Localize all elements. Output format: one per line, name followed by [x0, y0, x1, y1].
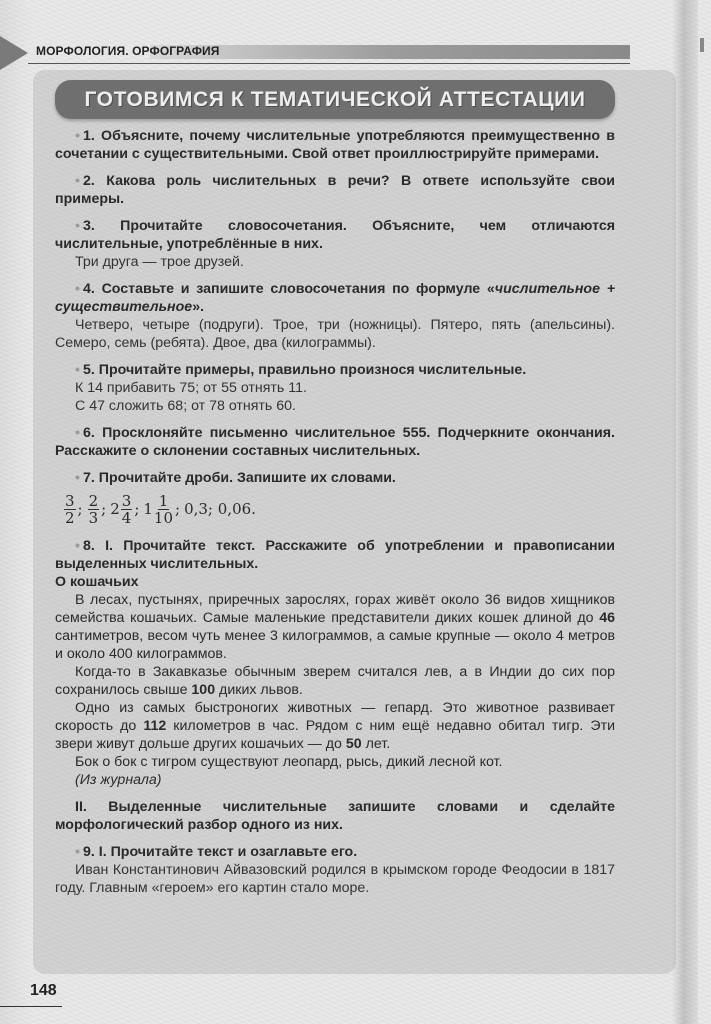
- page-number-rule: [0, 1006, 62, 1007]
- decimals: 0,3; 0,06.: [184, 500, 256, 518]
- fractions-list: $\frac{3}{2}$ ; $\frac{2}{3}$ ; 2 $\frac{3}{4}$ ; 1 $\frac{1}{10}$ ; 0,3; 0,06.: [65, 491, 256, 527]
- bullet-icon: •: [75, 844, 80, 860]
- fraction: $\frac{1}{10}$: [153, 491, 174, 527]
- story-paragraph: Когда-то в Закавказье обычным зверем считался лев, а в Индии до сих пор сохранилось свыше 100 диких львов.: [55, 664, 615, 698]
- task-number: 5.: [82, 362, 95, 378]
- title-banner: [55, 80, 615, 119]
- running-header: [0, 36, 640, 70]
- task-text: Объясните, почему числительные употребляются преимущественно в сочетании с существительными. Свой ответ проиллюстрируйте примерами.: [55, 128, 615, 162]
- bullet-icon: •: [75, 425, 80, 441]
- bullet-icon: •: [75, 173, 80, 189]
- task-number: 3.: [82, 218, 95, 234]
- fraction: $\frac{3}{4}$: [121, 491, 132, 527]
- header-arrow-icon: [0, 36, 28, 70]
- story-title: О кошачьих: [55, 574, 139, 590]
- bullet-icon: •: [75, 470, 80, 486]
- task-6: [55, 424, 615, 460]
- bullet-icon: •: [75, 362, 80, 378]
- task-8: [55, 537, 615, 834]
- task-text: Прочитайте примеры, правильно произнося числительные.: [98, 362, 527, 378]
- margin-mark: [700, 38, 704, 52]
- page-title: ГОТОВИМСЯ К ТЕМАТИЧЕСКОЙ АТТЕСТАЦИИ: [84, 87, 586, 111]
- example-line: С 47 сложить 68; от 78 отнять 60.: [75, 398, 296, 414]
- task-number: 6.: [82, 425, 95, 441]
- task-number: 7.: [82, 470, 95, 486]
- task-paragraph: Иван Константинович Айвазовский родился в крымском городе Феодосии в 1817 году. Главным «героем» его картин стало море.: [55, 862, 615, 896]
- story-source: (Из журнала): [75, 772, 162, 788]
- task-9: [55, 843, 615, 897]
- task-number: 8.: [82, 538, 95, 554]
- task-number: 9.: [82, 844, 95, 860]
- task-list: [55, 127, 615, 906]
- story-text: [55, 573, 615, 789]
- task-1: [55, 127, 615, 163]
- task-text: Прочитайте дроби. Запишите их словами.: [98, 470, 396, 486]
- task-number: 4.: [82, 281, 95, 297]
- page-number: 148: [30, 982, 57, 999]
- task-text-end: ».: [192, 299, 205, 315]
- formula-text: числительное + существительное: [55, 281, 616, 315]
- page-edge-shadow: [0, 0, 30, 1024]
- fraction: $\frac{2}{3}$: [88, 491, 99, 527]
- task-text: Составьте и запишите словосочетания по формуле «: [101, 281, 495, 297]
- bullet-icon: •: [75, 218, 80, 234]
- story-paragraph: Одно из самых быстроногих животных — гепард. Это животное развивает скорость до 112 километров в час. Рядом с ним ещё недавно обитал тигр. Эти звери живут дольше других кошачьих — до 50 лет.: [55, 700, 616, 752]
- task-text: I. Прочитайте текст. Расскажите об употреблении и правописании выделенных числительных.: [55, 538, 615, 572]
- task-2: [55, 172, 615, 208]
- fraction: $\frac{3}{2}$: [65, 491, 75, 527]
- bullet-icon: •: [75, 128, 80, 144]
- task-number: 1.: [82, 128, 95, 144]
- story-paragraph: Бок о бок с тигром существуют леопард, рысь, дикий лесной кот.: [75, 754, 503, 770]
- task-text: I. Прочитайте текст и озаглавьте его.: [98, 844, 358, 860]
- story-paragraph: В лесах, пустынях, приречных зарослях, горах живёт около 36 видов хищников семейства кошачьих. Самые маленькие представители диких кошек длиной до 46 сантиметров, весом чуть менее 3 килограммов, а самые крупные — около 4 метров и около 400 килограммов.: [55, 592, 615, 662]
- task-number: 2.: [82, 173, 95, 189]
- fraction-whole: 2: [110, 500, 120, 518]
- task-4: [55, 280, 615, 352]
- task-text: Прочитайте словосочетания. Объясните, чем отличаются числительные, употреблённые в них.: [55, 218, 615, 252]
- bullet-icon: •: [75, 538, 80, 554]
- example-line: К 14 прибавить 75; от 55 отнять 11.: [75, 380, 307, 396]
- task-example: Три друга — трое друзей.: [75, 254, 244, 270]
- header-gradient-bar: [150, 45, 630, 59]
- fraction-whole: 1: [143, 500, 153, 518]
- task-text: Какова роль числительных в речи? В ответе используйте свои примеры.: [55, 173, 616, 207]
- task-7: [55, 469, 615, 529]
- bullet-icon: •: [75, 281, 80, 297]
- task-8-part-2: II. Выделенные числительные запишите словами и сделайте морфологический разбор одного из них.: [55, 799, 615, 833]
- task-example: Четверо, четыре (подруги). Трое, три (ножницы). Пятеро, пять (апельсины). Семеро, семь (ребята). Двое, два (килограммы).: [55, 317, 615, 351]
- section-label: МОРФОЛОГИЯ. ОРФОГРАФИЯ: [36, 44, 220, 58]
- task-3: [55, 217, 615, 271]
- task-5: [55, 361, 615, 415]
- task-text: Просклоняйте письменно числительное 555. Подчеркните окончания. Расскажите о склонении составных числительных.: [55, 425, 615, 459]
- header-divider: [28, 63, 630, 64]
